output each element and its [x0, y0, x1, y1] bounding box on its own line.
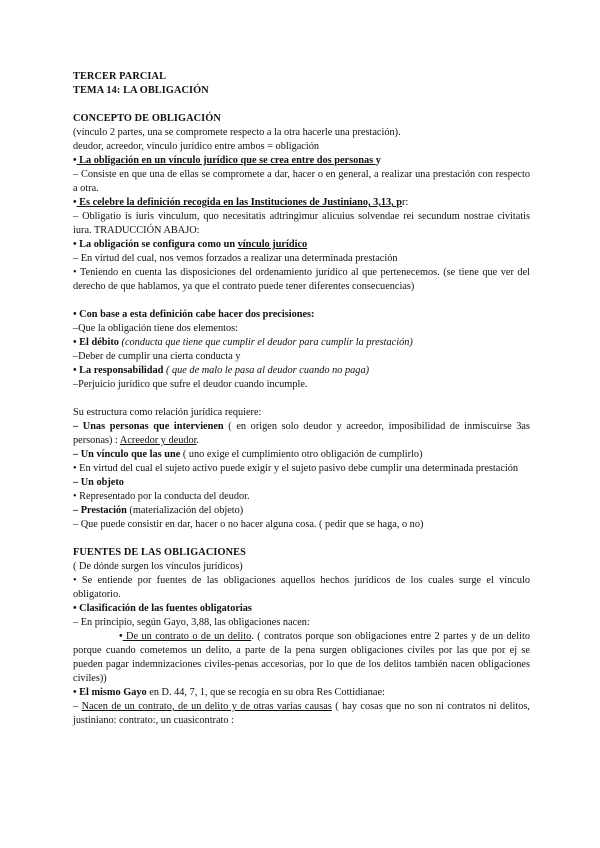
concepto-bullet-2: • Es celebre la definición recogida en las Instituciones de Justiniano, 3,13, pr:	[73, 197, 409, 208]
concepto-bullet-3: • La obligación se configura como un vínculo jurídico	[73, 239, 308, 250]
responsabilidad-item: • La responsabilidad ( que de malo le pasa al deudor cuando no paga)	[73, 365, 370, 376]
concepto-line-4: – Obligatio is iuris vinculum, quo necesitatis adtringimur alicuius solvendae rei secundum nostrae civitatis iura. TRADUCCIÓN ABAJO:	[73, 211, 530, 236]
section-title-concepto: CONCEPTO DE OBLIGACIÓN	[73, 113, 221, 124]
precisiones-line-3: –Perjuicio jurídico que sufre el deudor cuando incumple.	[73, 379, 308, 390]
fuentes-line-3: – En principio, según Gayo, 3,88, las obligaciones nacen:	[73, 617, 310, 628]
estructura-personas: – Unas personas que intervienen ( en origen solo deudor y acreedor, imposibilidad de inmiscuirse 3as personas) : Acreedor y deudor.	[73, 421, 531, 446]
estructura-vinculo: – Un vínculo que las une ( uno exige el cumplimiento otro obligación de cumplirlo)	[73, 449, 423, 460]
doc-heading-parcial: TERCER PARCIAL	[73, 71, 167, 82]
estructura-prestacion: – Prestación (materialización del objeto)	[73, 505, 244, 516]
doc-heading-tema: TEMA 14: LA OBLIGACIÓN	[73, 85, 209, 96]
estructura-line-3: • Representado por la conducta del deudor.	[73, 491, 250, 502]
fuentes-clasificacion: • Clasificación de las fuentes obligatorias	[73, 603, 252, 614]
fuentes-otras-causas: – Nacen de un contrato, de un delito y de otras varias causas ( hay cosas que no son ni contratos ni delitos, justiniano: contrato:, un cuasicontrato :	[73, 701, 530, 726]
estructura-objeto: – Un objeto	[73, 477, 124, 488]
precisiones-title: • Con base a esta definición cabe hacer dos precisiones:	[73, 309, 315, 320]
estructura-line-2: • En virtud del cual el sujeto activo puede exigir y el sujeto pasivo debe cumplir una determinada prestación	[73, 463, 519, 474]
fuentes-line-2: • Se entiende por fuentes de las obligaciones aquellos hechos jurídicos de los cuales surge el vínculo obligatorio.	[73, 575, 530, 600]
concepto-line-2: deudor, acreedor, vínculo jurídico entre ambos = obligación	[73, 141, 320, 152]
estructura-line-1: Su estructura como relación jurídica requiere:	[73, 407, 262, 418]
fuentes-gayo: • El mismo Gayo en D. 44, 7, 1, que se recogía en su obra Res Cottidianae:	[73, 687, 385, 698]
estructura-line-4: – Que puede consistir en dar, hacer o no hacer alguna cosa. ( pedir que se haga, o no)	[73, 519, 424, 530]
precisiones-line-1: –Que la obligación tiene dos elementos:	[73, 323, 238, 334]
concepto-line-1: (vínculo 2 partes, una se compromete respecto a la otra hacerle una prestación).	[73, 127, 401, 138]
concepto-line-3: – Consiste en que una de ellas se compromete a dar, hacer o en general, a realizar una prestación con respecto a otra.	[73, 169, 530, 194]
concepto-line-6: • Teniendo en cuenta las disposiciones del ordenamiento jurídico al que pertenecemos. (se tiene que ver del derecho de que hablamos, ya que el contrato puede tener diferentes consecuencias)	[73, 267, 530, 292]
precisiones-line-2: –Deber de cumplir una cierta conducta y	[73, 351, 241, 362]
concepto-line-5: – En virtud del cual, nos vemos forzados a realizar una determinada prestación	[73, 253, 398, 264]
fuentes-contrato-delito: • De un contrato o de un delito. ( contratos porque son obligaciones entre 2 partes y de un delito porque cuando cometemos un delito, a parte de la pena surgen obligaciones civiles por las que por ej se pueden pagar indemnizaciones civiles-penas accesorias, por lo que de los delitos también nacen obligaciones civiles))	[73, 631, 530, 684]
concepto-bullet-1: • La obligación en un vínculo jurídico que se crea entre dos personas y	[73, 155, 381, 166]
fuentes-line-1: ( De dónde surgen los vínculos jurídicos)	[73, 561, 243, 572]
section-title-fuentes: FUENTES DE LAS OBLIGACIONES	[73, 547, 246, 558]
debito-item: • El débito (conducta que tiene que cumplir el deudor para cumplir la prestación)	[73, 337, 413, 348]
